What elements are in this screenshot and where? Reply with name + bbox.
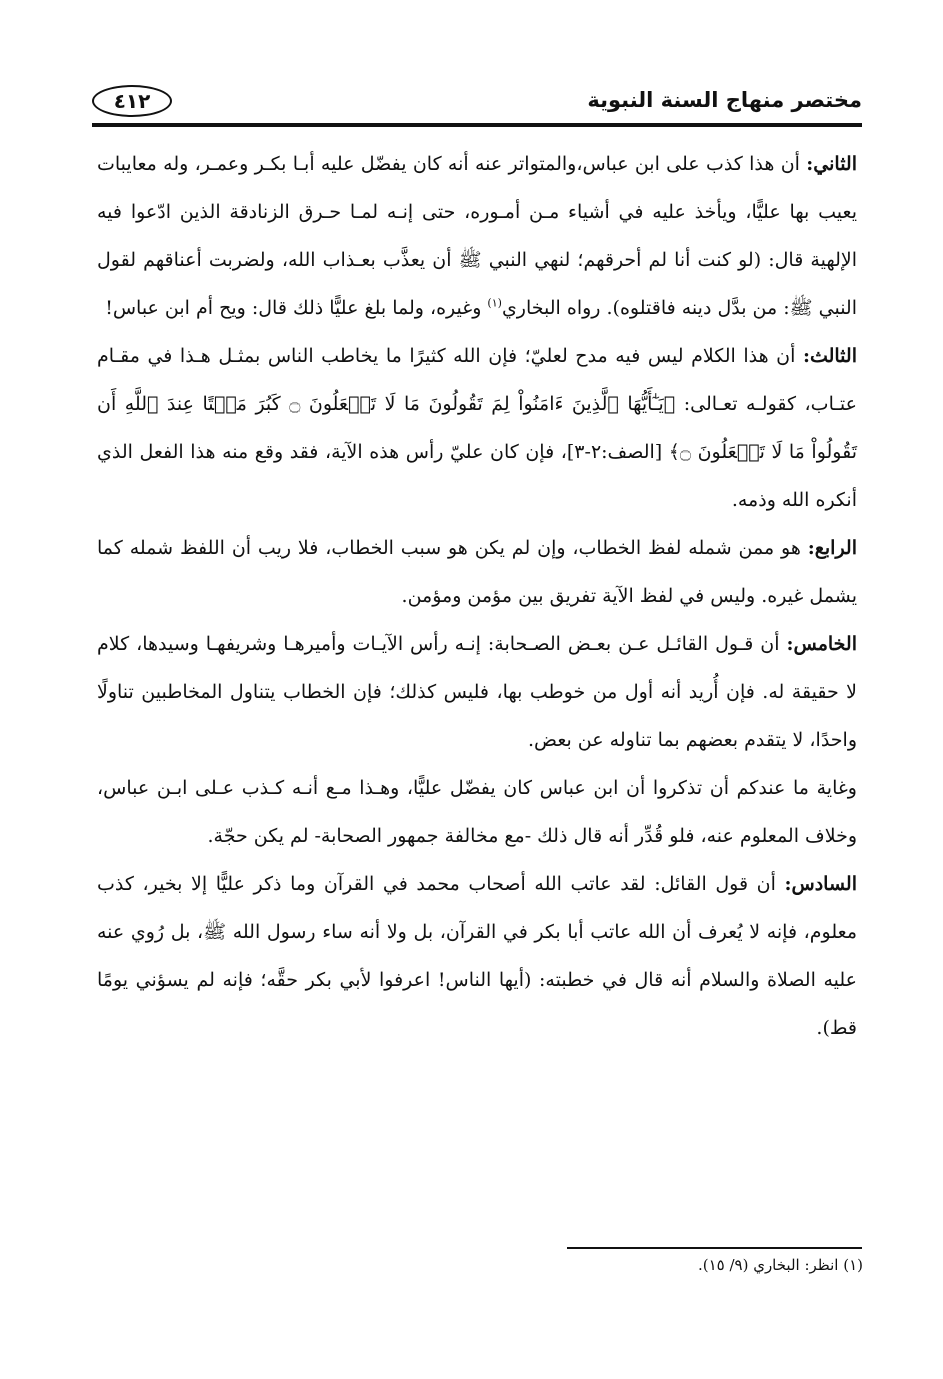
paragraph-lead: الثالث:: [802, 345, 857, 367]
running-title: مختصر منهاج السنة النبوية: [587, 88, 862, 112]
paragraph-sixth: [97, 860, 857, 1052]
paragraph-text: وغاية ما عندكم أن تذكروا أن ابن عباس كان يفضّل عليًّا، وهـذا مـع أنـه كـذب عـلى ابـن عباس، وخلاف المعلوم عنه، فلو قُدِّر أنه قال ذلك -مع مخالفة جمهور الصحابة- لم يكن حجّة.: [97, 777, 857, 847]
page-header: [92, 82, 862, 122]
paragraph-text: أن هذا كذب على ابن عباس،والمتواتر عنه أنه كان يفضّل عليه أبـا بكـر وعمـر، وله معايبات يعيب بها عليًّا، ويأخذ عليه في أشياء مـن أمـوره، حتى إنـه لمـا حـرق الزنادقة الذين ادّعوا فيه الإلهية قال: (لو كنت أنا لم أحرقهم؛ لنهي النبي ﷺ أن يعذَّب بعـذاب الله، ولضربت أعناقهم لقول النبي ﷺ: من بدَّل دينه فاقتلوه). رواه البخاري: [97, 153, 857, 319]
paragraph-lead: الخامس:: [786, 633, 857, 655]
footnote: (١) انظر: البخاري (٩/ ١٥).: [697, 1256, 863, 1274]
page-number: ٤١٢: [92, 85, 172, 117]
footnote-divider: [567, 1247, 862, 1249]
paragraph-text: هو ممن شمله لفظ الخطاب، وإن لم يكن هو سبب الخطاب، فلا ريب أن اللفظ شمله كما يشمل غيره. وليس في لفظ الآية تفريق بين مؤمن ومؤمن.: [97, 537, 857, 607]
paragraph-third: [97, 332, 857, 524]
footnote-reference: (١): [487, 296, 502, 310]
header-divider: [92, 123, 862, 127]
paragraph-lead: الرابع:: [807, 537, 857, 559]
paragraph-second: [97, 140, 857, 332]
paragraph-fifth: [97, 620, 857, 764]
paragraph-text: أن قـول القائـل عـن بعـض الصـحابة: إنـه رأس الآيـات وأميرهـا وشريفهـا وسيدها، كلام لا حقيقة له. فإن أُريد أنه أول من خوطب بها، فليس كذلك؛ فإن الخطاب يتناول المخاطبين تناولًا واحدًا، لا يتقدم بعضهم بما تناوله عن بعض.: [97, 633, 857, 751]
paragraph-continuation: [97, 764, 857, 860]
main-text: [97, 140, 857, 1052]
paragraph-text-continued: وغيره، ولما بلغ عليًّا ذلك قال: ويح أم ابن عباس!: [105, 297, 488, 319]
paragraph-text: أن قول القائل: لقد عاتب الله أصحاب محمد في القرآن وما ذكر عليًّا إلا بخير، كذب معلوم، فإنه لا يُعرف أن الله عاتب أبا بكر في القرآن، بل ولا أنه ساء رسول الله ﷺ، بل رُوي عنه عليه الصلاة والسلام أنه قال في خطبته: (أيها الناس! اعرفوا لأبي بكر حقَّه؛ فإنه لم يسؤني يومًا قط).: [97, 873, 857, 1039]
paragraph-text: أن هذا الكلام ليس فيه مدح لعليّ؛ فإن الله كثيرًا ما يخاطب الناس بمثـل هـذا في مقـام عتـاب، كقولـه تعـالى: ﴿يَـٰٓأَيُّهَا ٱلَّذِينَ ءَامَنُواْ لِمَ تَقُولُونَ مَا لَا تَفۡعَلُونَ ۝ كَبُرَ مَقۡتًا عِندَ ٱللَّهِ أَن تَقُولُواْ مَا لَا تَفۡعَلُونَ ۝﴾ [الصف:٢-٣]، فإن كان عليّ رأس هذه الآية، فقد وقع منه هذا الفعل الذي أنكره الله وذمه.: [97, 345, 858, 511]
paragraph-fourth: [97, 524, 857, 620]
paragraph-lead: الثاني:: [806, 153, 857, 175]
paragraph-lead: السادس:: [784, 873, 857, 895]
